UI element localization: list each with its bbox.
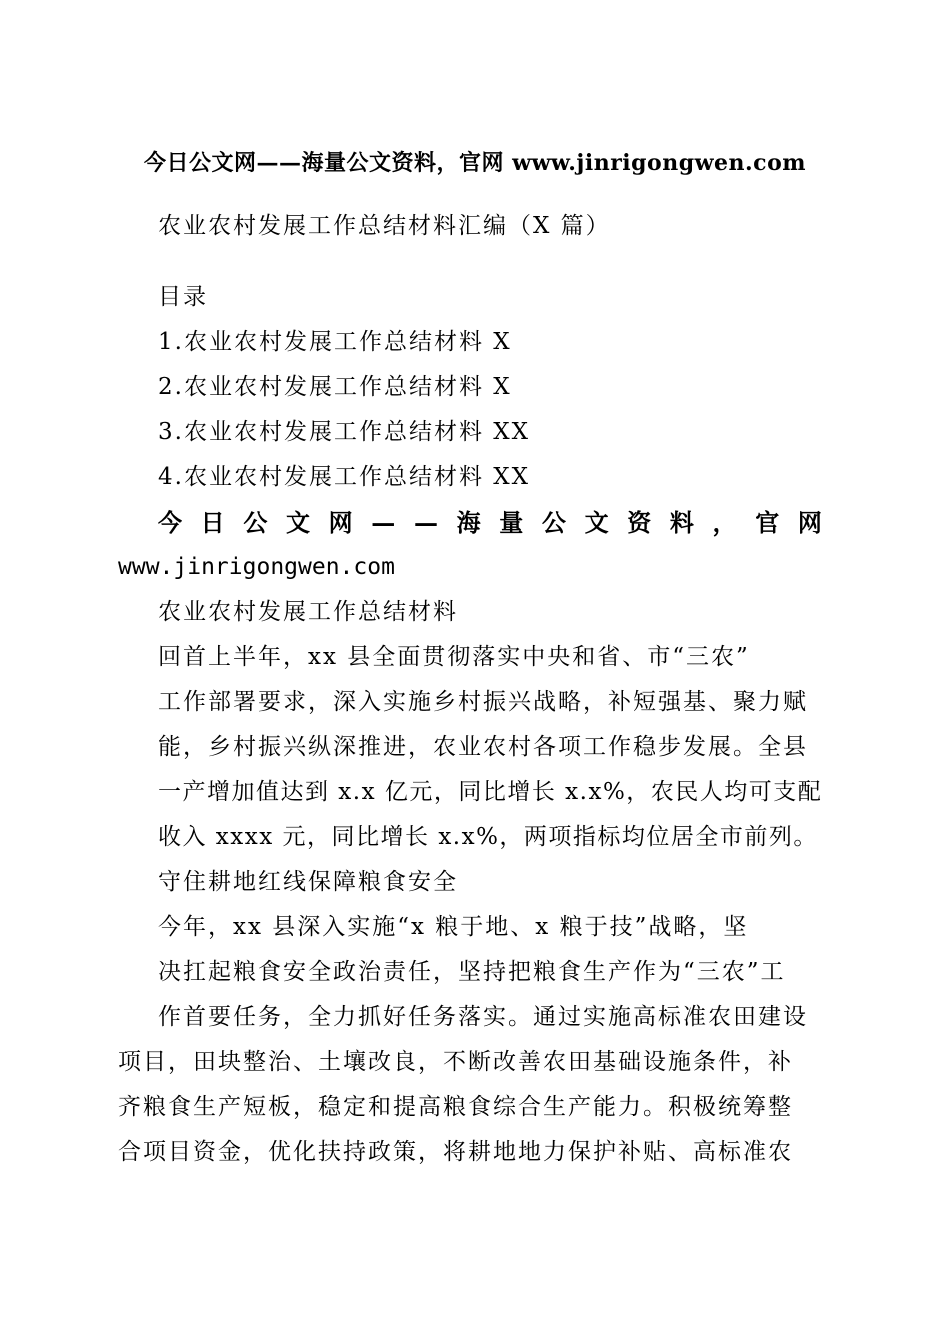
para2-line-4: 项目，田块整治、土壤改良，不断改善农田基础设施条件，补 (118, 1049, 793, 1075)
toc-item-1: 1.农业农村发展工作总结材料 X (158, 329, 512, 355)
mid-banner-char: 网 (797, 508, 822, 537)
mid-banner-char: — (413, 508, 438, 537)
doc-title: 农业农村发展工作总结材料汇编（X 篇） (158, 213, 611, 239)
article-title: 农业农村发展工作总结材料 (158, 599, 458, 625)
section-heading: 守住耕地红线保障粮食安全 (158, 869, 458, 895)
mid-banner-char: 海 (456, 508, 481, 537)
mid-banner-char: 今 (158, 508, 182, 537)
mid-banner-char: 文 (584, 508, 609, 537)
mid-banner-char: 公 (541, 508, 566, 537)
para1-line-2: 工作部署要求，深入实施乡村振兴战略，补短强基、聚力赋 (158, 689, 808, 715)
top-banner: 今日公文网——海量公文资料，官网 www.jinrigongwen.com (143, 150, 807, 176)
mid-banner-char: 官 (755, 508, 780, 537)
toc-item-4: 4.农业农村发展工作总结材料 XX (158, 464, 531, 490)
toc-item-2: 2.农业农村发展工作总结材料 X (158, 374, 512, 400)
para1-line-4: 一产增加值达到 x.x 亿元，同比增长 x.x%，农民人均可支配 (158, 779, 823, 805)
mid-banner-char: 日 (200, 508, 225, 537)
para2-line-2: 决扛起粮食安全政治责任，坚持把粮食生产作为“三农”工 (158, 959, 786, 985)
para2-line-6: 合项目资金，优化扶持政策，将耕地地力保护补贴、高标准农 (118, 1139, 793, 1165)
mid-banner-char: 网 (328, 508, 353, 537)
para2-line-1: 今年，xx 县深入实施“x 粮于地、x 粮于技”战略，坚 (158, 914, 749, 940)
mid-banner-char: — (371, 508, 396, 537)
mid-banner (158, 508, 822, 538)
mid-banner-char: ， (712, 508, 737, 537)
mid-banner-char: 量 (499, 508, 524, 537)
para1-line-3: 能，乡村振兴纵深推进，农业农村各项工作稳步发展。全县 (158, 734, 808, 760)
mid-banner-url: www.jinrigongwen.com (118, 554, 395, 580)
para2-line-3: 作首要任务，全力抓好任务落实。通过实施高标准农田建设 (158, 1004, 808, 1030)
toc-heading: 目录 (158, 284, 208, 310)
toc-item-3: 3.农业农村发展工作总结材料 XX (158, 419, 531, 445)
para1-line-1: 回首上半年，xx 县全面贯彻落实中央和省、市“三农” (158, 644, 750, 670)
mid-banner-char: 料 (669, 508, 694, 537)
mid-banner-char: 资 (627, 508, 652, 537)
mid-banner-char: 文 (285, 508, 310, 537)
para1-line-5: 收入 xxxx 元，同比增长 x.x%，两项指标均位居全市前列。 (158, 824, 818, 850)
mid-banner-char: 公 (243, 508, 268, 537)
para2-line-5: 齐粮食生产短板，稳定和提高粮食综合生产能力。积极统筹整 (118, 1094, 793, 1120)
